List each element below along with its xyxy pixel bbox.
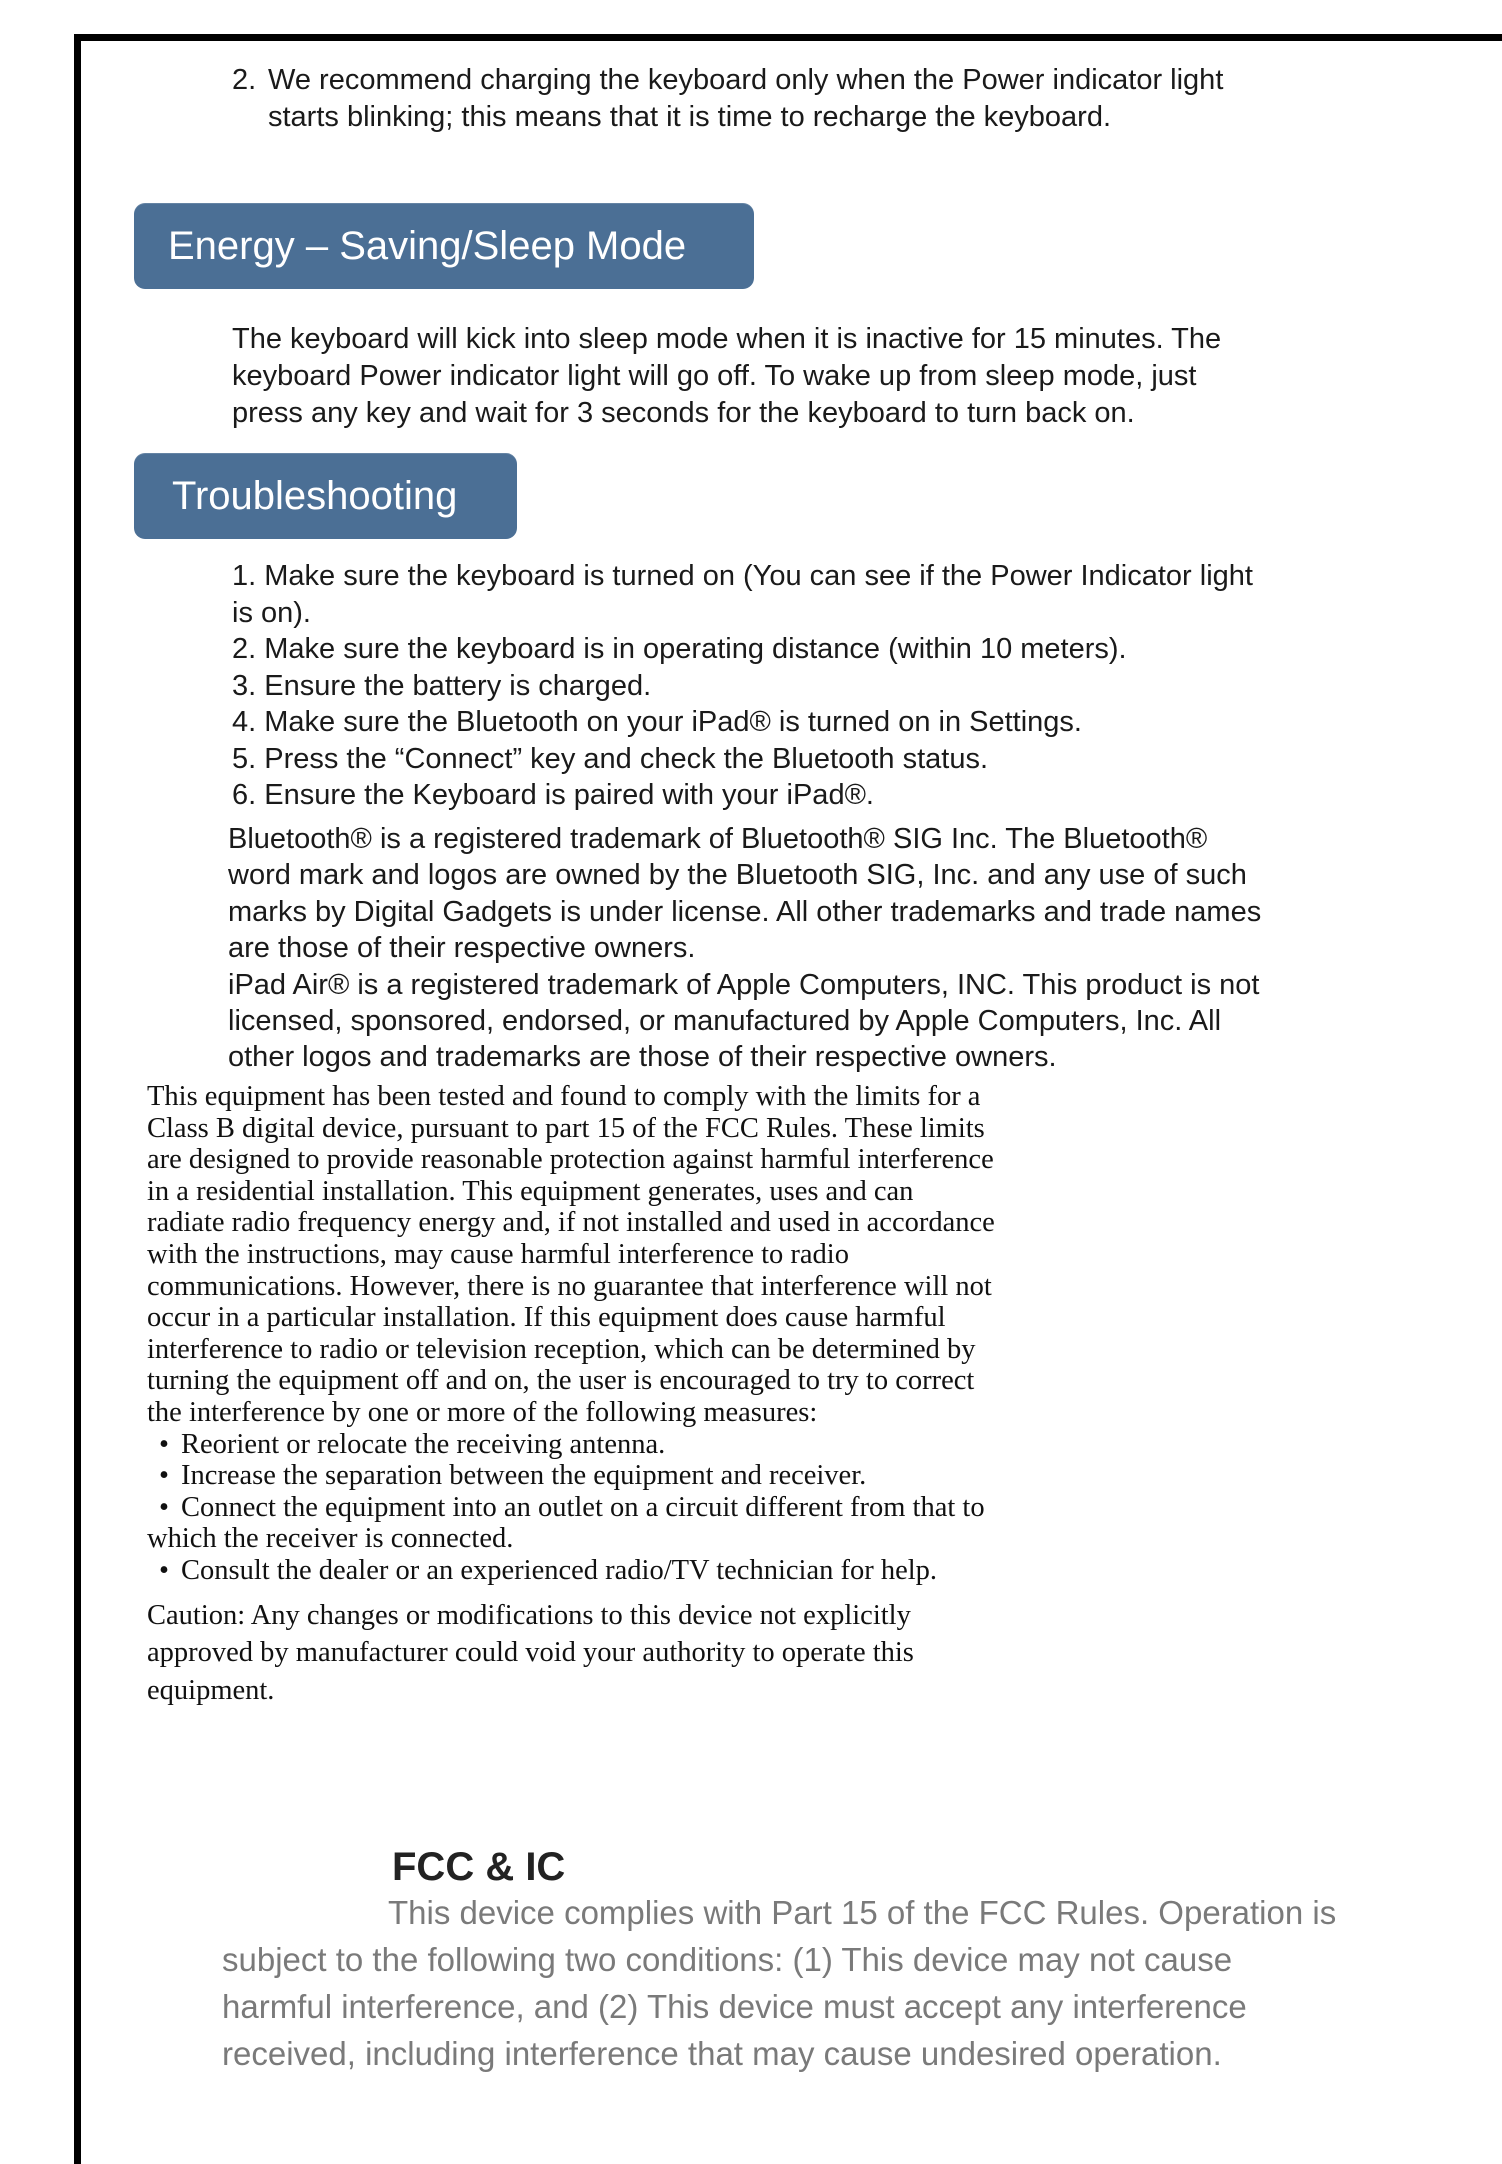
fcc-ic-line: harmful interference, and (2) This device must accept any interference [222, 1988, 1247, 2025]
list-item: • Increase the separation between the equipment and receiver. [147, 1460, 1247, 1492]
fcc-ic-title: FCC & IC [392, 1845, 566, 1889]
bullet-icon: • [159, 1491, 169, 1523]
legal-line: word mark and logos are owned by the Bluetooth SIG, Inc. and any use of such [228, 859, 1247, 892]
list-item: • Reorient or relocate the receiving antenna. [147, 1429, 1247, 1461]
caution-line: equipment. [147, 1674, 275, 1706]
fcc-line: with the instructions, may cause harmful interference to radio [147, 1238, 849, 1270]
fcc-measures-list [147, 1429, 1247, 1587]
fcc-ic-line: This device complies with Part 15 of the FCC Rules. Operation is [388, 1894, 1337, 1931]
charging-recommendation [232, 62, 1372, 136]
charging-line-1: 2. We recommend charging the keyboard only when the Power indicator light [232, 62, 1372, 99]
legal-line: are those of their respective owners. [228, 932, 696, 965]
list-item-continued: which the receiver is connected. [147, 1523, 514, 1555]
energy-saving-header: Energy – Saving/Sleep Mode [134, 203, 754, 289]
list-item: 4. Make sure the Bluetooth on your iPad® is turned on in Settings. [232, 706, 1082, 738]
fcc-ic-text [222, 1889, 1382, 2077]
list-item: • Connect the equipment into an outlet on a circuit different from that to [147, 1492, 1247, 1524]
charging-line-2: starts blinking; this means that it is time to recharge the keyboard. [268, 101, 1112, 133]
trademark-notice [228, 821, 1378, 1076]
list-item: • Consult the dealer or an experienced radio/TV technician for help. [147, 1555, 1247, 1587]
bullet-icon: • [159, 1460, 169, 1492]
fcc-line: communications. However, there is no guarantee that interference will not [147, 1270, 992, 1302]
troubleshooting-list [232, 558, 1372, 814]
item-number: 2. [232, 64, 257, 96]
legal-line: marks by Digital Gadgets is under license. All other trademarks and trade names [228, 895, 1262, 928]
caution-notice [147, 1597, 1247, 1710]
legal-line: Bluetooth® is a registered trademark of Bluetooth® SIG Inc. The Bluetooth® [228, 823, 1208, 855]
fcc-line: This equipment has been tested and found to comply with the limits for a [147, 1081, 981, 1112]
energy-line: press any key and wait for 3 seconds for the keyboard to turn back on. [232, 397, 1135, 429]
fcc-ic-line: subject to the following two conditions: (1) This device may not cause [222, 1941, 1233, 1978]
list-item: 3. Ensure the battery is charged. [232, 669, 652, 702]
legal-line: iPad Air® is a registered trademark of Apple Computers, INC. This product is not [228, 968, 1260, 1001]
list-item: 2. Make sure the keyboard is in operating distance (within 10 meters). [232, 633, 1127, 665]
legal-line: other logos and trademarks are those of their respective owners. [228, 1041, 1057, 1074]
list-item: 5. Press the “Connect” key and check the Bluetooth status. [232, 742, 989, 775]
caution-line: approved by manufacturer could void your authority to operate this [147, 1637, 914, 1668]
energy-saving-text [232, 321, 1372, 432]
list-item: 6. Ensure the Keyboard is paired with your iPad®. [232, 779, 874, 811]
fcc-line: interference to radio or television reception, which can be determined by [147, 1333, 976, 1365]
list-item: is on). [232, 596, 311, 629]
fcc-line: radiate radio frequency energy and, if not installed and used in accordance [147, 1207, 995, 1239]
fcc-line: the interference by one or more of the following measures: [147, 1396, 818, 1428]
energy-line: The keyboard will kick into sleep mode when it is inactive for 15 minutes. The [232, 323, 1222, 355]
fcc-line: occur in a particular installation. If this equipment does cause harmful [147, 1302, 946, 1334]
fcc-line: Class B digital device, pursuant to part 15 of the FCC Rules. These limits [147, 1112, 985, 1144]
fcc-line: in a residential installation. This equipment generates, uses and can [147, 1175, 914, 1207]
caution-line: Caution: Any changes or modifications to this device not explicitly [147, 1599, 911, 1631]
energy-line: keyboard Power indicator light will go off. To wake up from sleep mode, just [232, 360, 1197, 392]
list-item: 1. Make sure the keyboard is turned on (You can see if the Power Indicator light [232, 560, 1253, 592]
fcc-line: turning the equipment off and on, the user is encouraged to try to correct [147, 1365, 975, 1397]
troubleshooting-header: Troubleshooting [134, 453, 517, 539]
legal-line: licensed, sponsored, endorsed, or manufactured by Apple Computers, Inc. All [228, 1005, 1222, 1038]
bullet-icon: • [159, 1554, 169, 1586]
bullet-icon: • [159, 1428, 169, 1460]
fcc-ic-line: received, including interference that may cause undesired operation. [222, 2035, 1222, 2072]
fcc-line: are designed to provide reasonable protection against harmful interference [147, 1144, 994, 1176]
fcc-statement [147, 1081, 1247, 1709]
